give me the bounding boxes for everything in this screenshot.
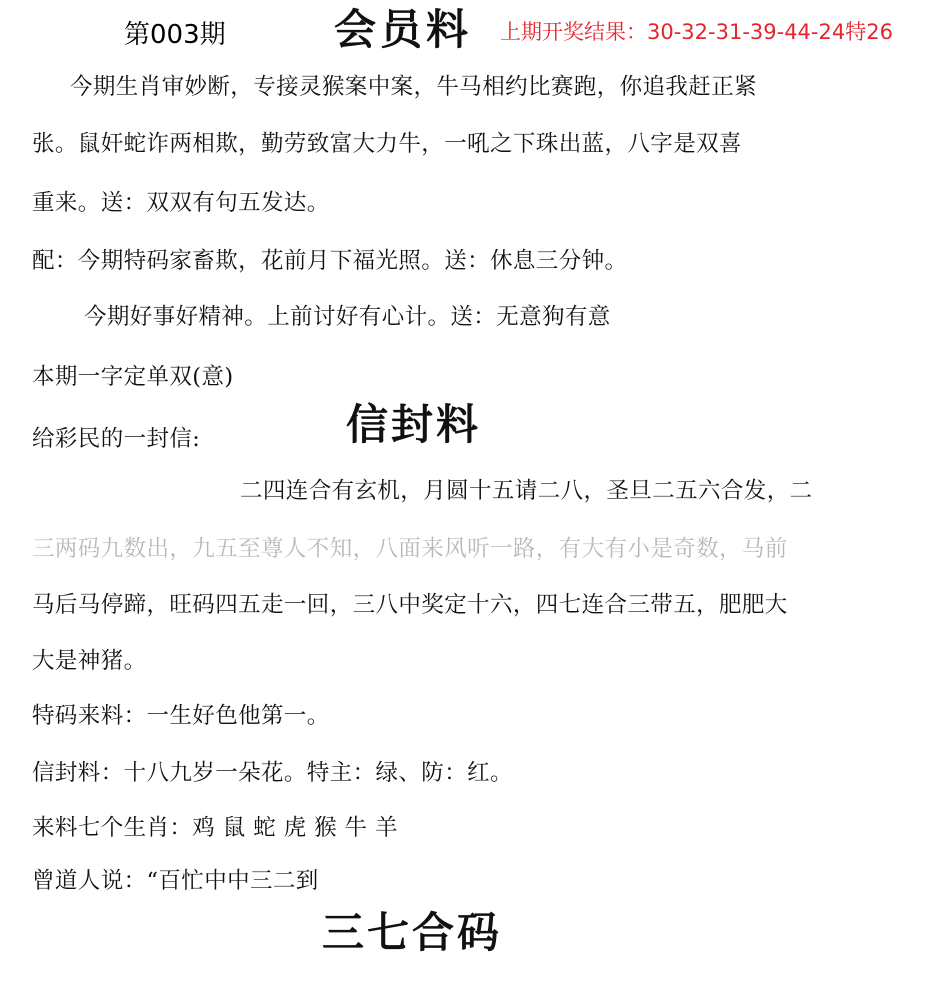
envelope-material-line: 信封料：十八九岁一朵花。特主：绿、防：红。 xyxy=(32,760,513,786)
taoist-saying-line: 曾道人说：“百忙中中三二到 xyxy=(32,868,319,894)
letter-poem-line-3: 马后马停蹄，旺码四五走一回，三八中奖定十六，四七连合三带五，肥肥大 xyxy=(32,592,788,618)
member-text-line-3: 重来。送：双双有句五发达。 xyxy=(32,190,330,216)
issue-number: 第003期 xyxy=(124,20,226,50)
letter-poem-line-2: 三两码九数出，九五至尊人不知，八面来风听一路，有大有小是奇数，马前 xyxy=(32,536,788,562)
final-title: 三七合码 xyxy=(322,908,503,957)
good-news-line: 今期好事好精神。上前讨好有心计。送：无意狗有意 xyxy=(84,304,611,330)
letter-poem-line-1: 二四连合有玄机，月圆十五请二八，圣旦二五六合发，二 xyxy=(240,478,813,504)
pairing-text-line: 配：今期特码家畜欺，花前月下福光照。送：休息三分钟。 xyxy=(32,248,628,274)
letter-label: 给彩民的一封信: xyxy=(32,426,201,452)
member-text-line-1: 今期生肖审妙断，专接灵猴案中案，牛马相约比赛跑，你追我赶正紧 xyxy=(70,74,758,100)
zodiac-list-line: 来料七个生肖：鸡 鼠 蛇 虎 猴 牛 羊 xyxy=(32,815,398,841)
special-code-line: 特码来料：一生好色他第一。 xyxy=(32,703,330,729)
odd-even-line: 本期一字定单双(意) xyxy=(32,364,234,390)
member-text-line-2: 张。鼠奸蛇诈两相欺，勤劳致富大力牛，一吼之下珠出蓝，八字是双喜 xyxy=(32,131,742,157)
page-title: 会员料 xyxy=(334,5,473,54)
last-result-banner: 上期开奖结果：30-32-31-39-44-24特26 xyxy=(500,20,893,44)
letter-section-title: 信封料 xyxy=(346,400,482,449)
letter-poem-line-4: 大是神猪。 xyxy=(32,648,147,674)
